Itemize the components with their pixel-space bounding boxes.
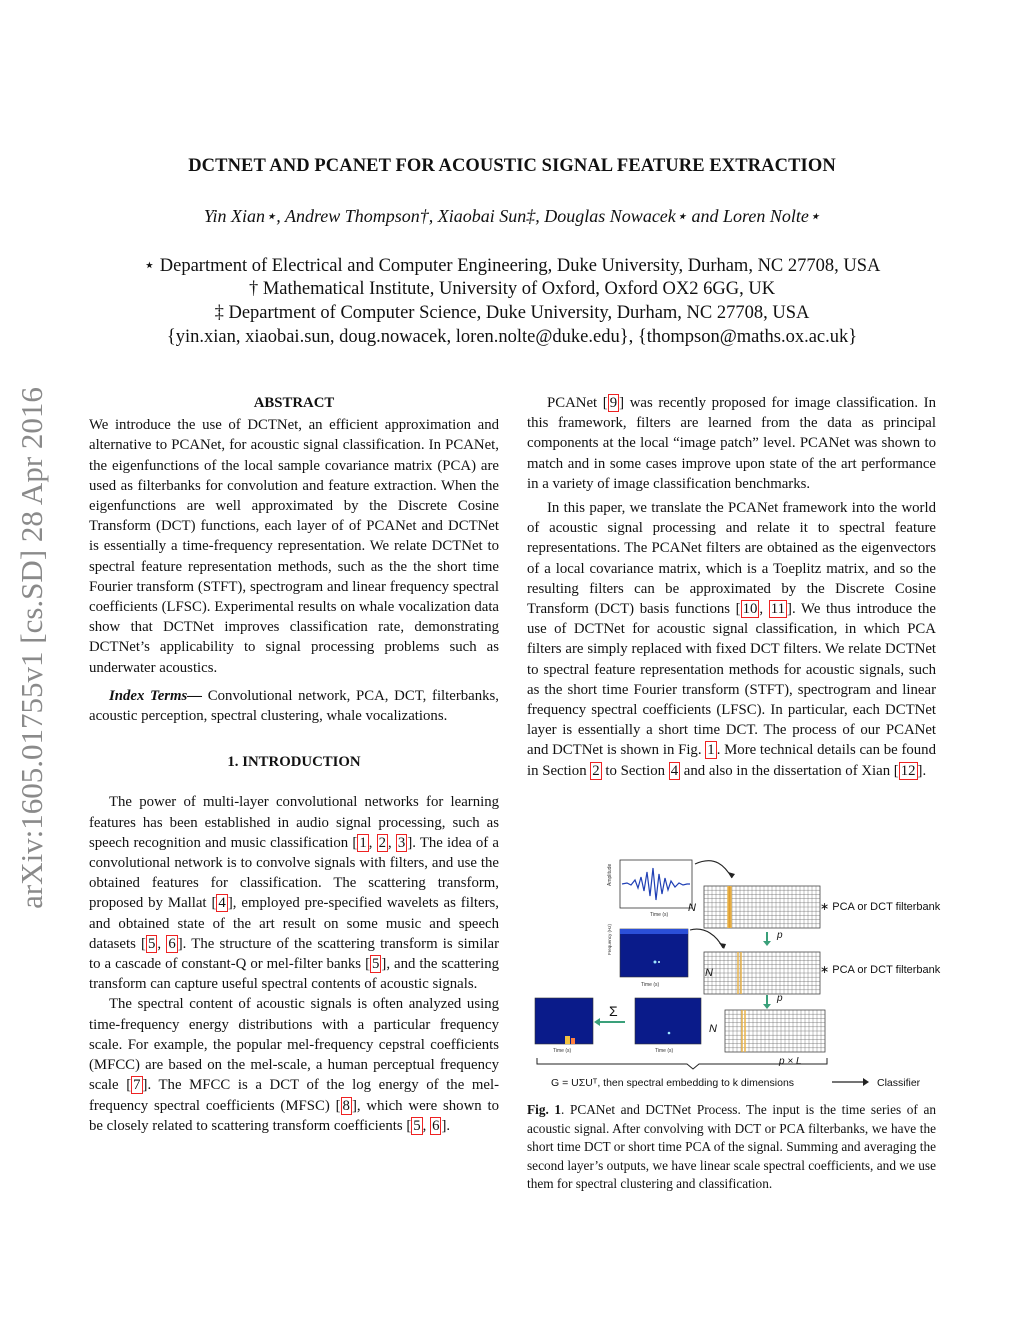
arrow-head (728, 872, 735, 878)
filterbank-label-2: ∗ PCA or DCT filterbank (820, 964, 941, 976)
paper-title: DCTNET AND PCANET FOR ACOUSTIC SIGNAL FEATURE EXTRACTION (188, 156, 836, 176)
pl-label: p × L (779, 1056, 802, 1067)
spectrogram-2 (635, 998, 701, 1054)
citation-link[interactable]: 5 (147, 935, 156, 952)
svg-text:Time (s): Time (s) (553, 1048, 572, 1054)
arrow-signal-to-layer1 (695, 861, 732, 878)
caption-text: . PCANet and DCTNet Process. The input is the time series of an acoustic signal. After convolving with DCT or PCA filterbanks, we have the short time DCT or short time PCA of the signal. Summing and averaging the second layer’s outputs, we have linear scale spectral coefficients, and we use them for spectral clustering and classification. (527, 1102, 936, 1191)
citation-link[interactable]: 3 (397, 834, 406, 851)
n-label-3: N (709, 1023, 717, 1035)
arrow-head (594, 1018, 600, 1026)
index-terms-label: Index Terms— (109, 687, 203, 704)
citation-link[interactable]: 5 (372, 956, 380, 973)
intro-heading: 1. INTRODUCTION (227, 754, 361, 771)
arrow-head (863, 1078, 869, 1086)
affiliation-1: ⋆ Department of Electrical and Computer Engineering, Duke University, Durham, NC 27708, USA (143, 256, 881, 276)
citation-link[interactable]: 12 (900, 762, 916, 779)
contact-emails: {yin.xian, xiaobai.sun, doug.nowacek, loren.nolte@duke.edu}, {thompson@maths.ox.ac.uk} (166, 327, 858, 347)
intro-paragraph-1: The power of multi-layer convolutional networks for learning features has been established in audio signal processing, such as speech recognition and music classification [ 1 , 2 , 3 ]. The idea of a convolutional network is to convolve signals with filters, and use the obtained features for classification. The scattering transform, proposed by Mallat [ 4 ], employed pre-specified wavelets as filters, and obtained state of the art result on some music and speech datasets [ 5 , 6 ]. The structure of the scattering transform is similar to a cascade of constant-Q or mel-filter banks [ 5 ], and the scattering transform can capture useful spectral contents of acoustic signals. (89, 794, 500, 993)
citation-link[interactable]: 10 (742, 601, 758, 618)
arxiv-stamp: arXiv:1605.01755v1 [cs.SD] 28 Apr 2016 (14, 387, 49, 909)
waveform-plot (607, 860, 692, 918)
p-label-2: p (777, 993, 783, 1004)
pcanet-paragraph: PCANet [ 9 ] was recently proposed for image classification. In this framework, filters are learned from the data as principal components at the local “image patch” level. PCANet was shown to match and in some cases improve upon state of the art performance in a variety of image classification benchmarks. (527, 395, 936, 492)
svg-text:Frequency (Hz): Frequency (Hz) (607, 923, 612, 955)
section-link[interactable]: 2 (592, 762, 600, 779)
citation-link[interactable]: 5 (413, 1117, 421, 1134)
sigma-label: Σ (609, 1003, 618, 1019)
svg-text:Time (s): Time (s) (655, 1048, 674, 1054)
arrow-layer1-to-layer2 (690, 929, 723, 948)
p-label-1: p (777, 930, 783, 941)
filterbank-label-1: ∗ PCA or DCT filterbank (820, 901, 941, 913)
left-column (89, 393, 499, 1136)
citation-link[interactable]: 2 (378, 834, 387, 851)
spectrogram-1 (607, 923, 688, 988)
abstract-heading: ABSTRACT (253, 395, 335, 411)
arrow-head (763, 1004, 771, 1009)
figure-1 (527, 850, 947, 1095)
citation-link[interactable]: 7 (133, 1077, 141, 1094)
svg-text:Time (s): Time (s) (641, 982, 660, 988)
waveform-x-label: Time (s) (650, 912, 669, 918)
this-paper-paragraph: In this paper, we translate the PCANet framework into the world of acoustic signal processing and relate it to spectral feature representations. The PCANet filters are obtained as the eigenvectors of a local covariance matrix, which is a Toeplitz matrix, and so the resulting filters can be approximated by the Discrete Cosine Transform (DCT) basis functions [ 10 , 11 ]. We thus introduce the use of DCTNet for acoustic signal classification, in which PCA filters are simply replaced with fixed DCT filters. We relate DCTNet to spectral feature representation methods for acoustic signals, such as the short time Fourier transform (STFT), spectrogram and linear frequency spectral coefficients (LFSC). In particular, each DCTNet layer is essentially a short time DCT. The process of our PCANet and DCTNet is shown in Fig. 1 . More technical details can be found in Section 2 to Section 4 and also in the dissertation of Xian [ 12 ]. (527, 500, 936, 779)
figure-1-diagram (527, 850, 947, 1095)
citation-link[interactable]: 11 (770, 601, 786, 618)
abstract-text: We introduce the use of DCTNet, an efficient approximation and alternative to PCANet, for acoustic signal classification. In PCANet, the eigenfunctions of the local sample covariance matrix (PCA) are used as filterbanks for convolution and feature extraction. When the eigenfunctions are well approximated by the Discrete Cosine Transform (DCT) functions, each layer of of PCANet and DCTNet is essentially a time-frequency representation. We relate DCTNet to spectral feature representation methods, such as the the short time Fourier transform (STFT), spectrogram and linear frequency spectral coefficients (LFSC). Experimental results on whale vocalization data show that DCTNet improves classification rate, demonstrating DCTNet’s applicability to signal processing problems such as underwater acoustics. (89, 417, 499, 676)
index-terms (89, 686, 499, 726)
citation-link[interactable]: 8 (342, 1097, 350, 1114)
final-spectrogram (535, 998, 593, 1054)
figure-link[interactable]: 1 (707, 742, 715, 759)
intro-paragraph-2: The spectral content of acoustic signals is often analyzed using time-frequency energy distributions with a particular frequency scale. For example, the popular mel-frequency cepstral coefficients (MFCC) are based on the mel-scale, a human perceptual frequency scale [ 7 ]. The MFCC is a DCT of the log energy of the mel-frequency spectral coefficients (MFSC) [ 8 ], which were shown to be closely related to scattering transform coefficients [ 5 , 6 ]. (89, 996, 499, 1134)
layer1-grid (704, 886, 820, 928)
index-terms-text: Convolutional network, PCA, DCT, filterbanks, acoustic perception, spectral clustering, whale vocalizations. (89, 687, 499, 725)
figure-caption (527, 1101, 936, 1194)
embedding-text: G = UΣUᵀ, then spectral embedding to k dimensions (551, 1077, 795, 1089)
waveform-y-label: Amplitude (607, 863, 613, 886)
citation-link[interactable]: 9 (609, 395, 618, 411)
affiliation-2: † Mathematical Institute, University of Oxford, Oxford OX2 6GG, UK (248, 279, 776, 299)
right-column (527, 393, 936, 781)
arrow-head (763, 941, 771, 946)
n-label-1: N (688, 902, 696, 914)
caption-label: Fig. 1 (527, 1102, 562, 1117)
citation-link[interactable]: 6 (432, 1117, 440, 1134)
layer3-grid (725, 1010, 825, 1052)
author-list: Yin Xian⋆, Andrew Thompson†, Xiaobai Sun‡, Douglas Nowacek⋆ and Loren Nolte⋆ (203, 206, 821, 226)
layer2-grid (704, 952, 820, 994)
affiliation-3: ‡ Department of Computer Science, Duke University, Durham, NC 27708, USA (214, 303, 810, 323)
citation-link[interactable]: 6 (168, 935, 176, 952)
citation-link[interactable]: 1 (359, 834, 367, 851)
n-label-2: N (705, 967, 713, 979)
section-link[interactable]: 4 (670, 762, 679, 779)
classifier-label: Classifier (877, 1077, 921, 1089)
citation-link[interactable]: 4 (218, 895, 226, 912)
